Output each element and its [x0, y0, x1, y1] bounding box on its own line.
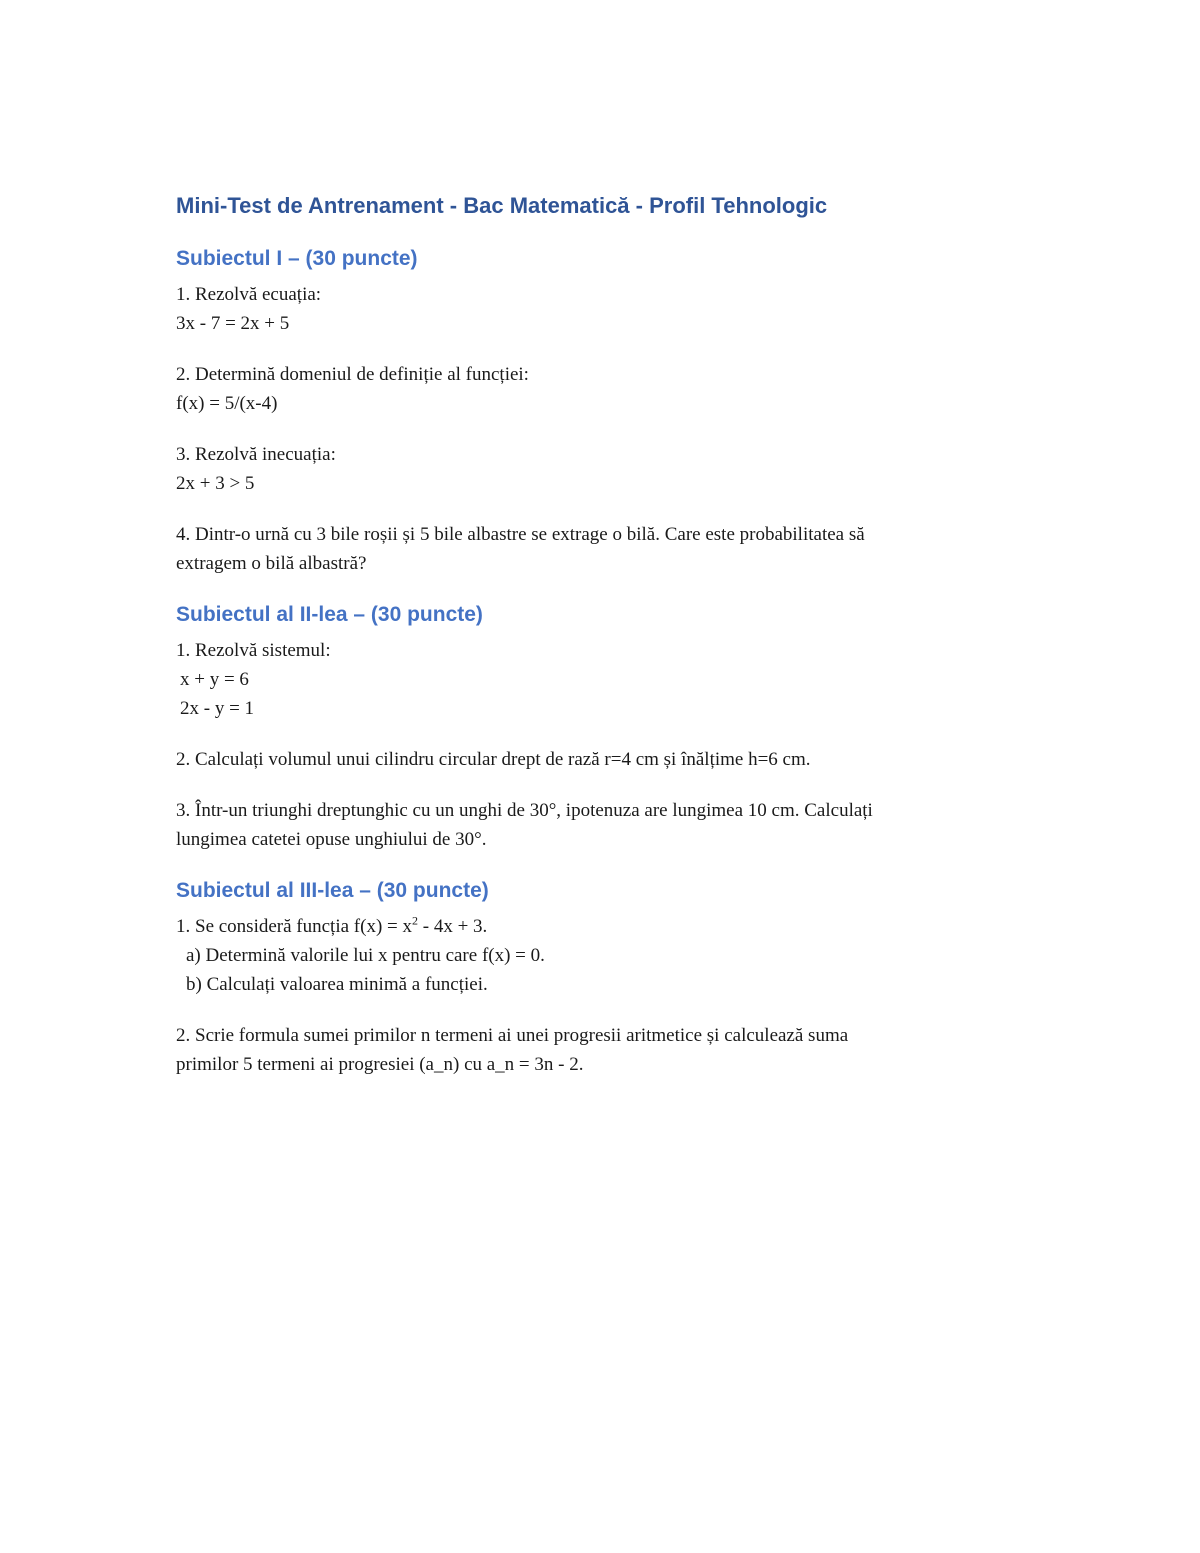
- subpoint-b: b) Calculați valoarea minimă a funcției.: [186, 974, 488, 995]
- function-text: 1. Se consideră funcția f(x) = x: [176, 916, 412, 937]
- exercise-text: 4. Dintr-o urnă cu 3 bile roșii și 5 bile albastre se extrage o bilă. Care este probabilitatea să: [176, 524, 865, 545]
- exercise-text: [176, 912, 1036, 941]
- exponent: 2: [412, 913, 418, 928]
- exercise-text: 1. Rezolvă ecuația:: [176, 284, 322, 305]
- exercise-text: 1. Rezolvă sistemul:: [176, 640, 331, 661]
- exercise-item: [176, 1021, 1036, 1079]
- exercise-equation: 2x + 3 > 5: [176, 473, 255, 494]
- document-title: Mini-Test de Antrenament - Bac Matematică - Profil Tehnologic: [176, 193, 828, 218]
- exercise-text: 3. Într-un triunghi dreptunghic cu un unghi de 30°, ipotenuza are lungimea 10 cm. Calculați: [176, 800, 873, 821]
- section-subiectul-2: [176, 600, 1036, 854]
- system-equation: 2x - y = 1: [180, 698, 255, 719]
- exercise-text-continued: lungimea catetei opuse unghiului de 30°.: [176, 829, 487, 850]
- exercise-item: [176, 440, 1036, 498]
- section-subiectul-3: [176, 876, 1036, 1079]
- exercise-text-continued: extragem o bilă albastră?: [176, 553, 367, 574]
- exercise-item: [176, 520, 1036, 578]
- exercise-item: [176, 745, 1036, 774]
- exercise-text: 2. Scrie formula sumei primilor n termeni ai unei progresii aritmetice și calculează suma: [176, 1025, 849, 1046]
- exercise-text: 2. Determină domeniul de definiție al funcției:: [176, 364, 529, 385]
- section-subiectul-1: [176, 244, 1036, 578]
- document-content: [176, 190, 1036, 1101]
- exercise-equation: 3x - 7 = 2x + 5: [176, 313, 290, 334]
- exercise-equation: f(x) = 5/(x-4): [176, 393, 278, 414]
- exercise-text: 3. Rezolvă inecuația:: [176, 444, 336, 465]
- exercise-item: [176, 912, 1036, 999]
- system-equation: x + y = 6: [180, 669, 249, 690]
- exercise-item: [176, 796, 1036, 854]
- section-heading: Subiectul al III-lea – (30 puncte): [176, 879, 489, 902]
- section-heading: Subiectul I – (30 puncte): [176, 247, 418, 270]
- exercise-item: [176, 636, 1036, 723]
- subpoint-a: a) Determină valorile lui x pentru care f(x) = 0.: [186, 945, 545, 966]
- exercise-item: [176, 360, 1036, 418]
- exercise-item: [176, 280, 1036, 338]
- exercise-text: 2. Calculați volumul unui cilindru circular drept de rază r=4 cm și înălțime h=6 cm.: [176, 749, 811, 770]
- section-heading: Subiectul al II-lea – (30 puncte): [176, 603, 483, 626]
- function-text-rest: - 4x + 3.: [418, 916, 488, 937]
- exercise-text-continued: primilor 5 termeni ai progresiei (a_n) cu a_n = 3n - 2.: [176, 1054, 584, 1075]
